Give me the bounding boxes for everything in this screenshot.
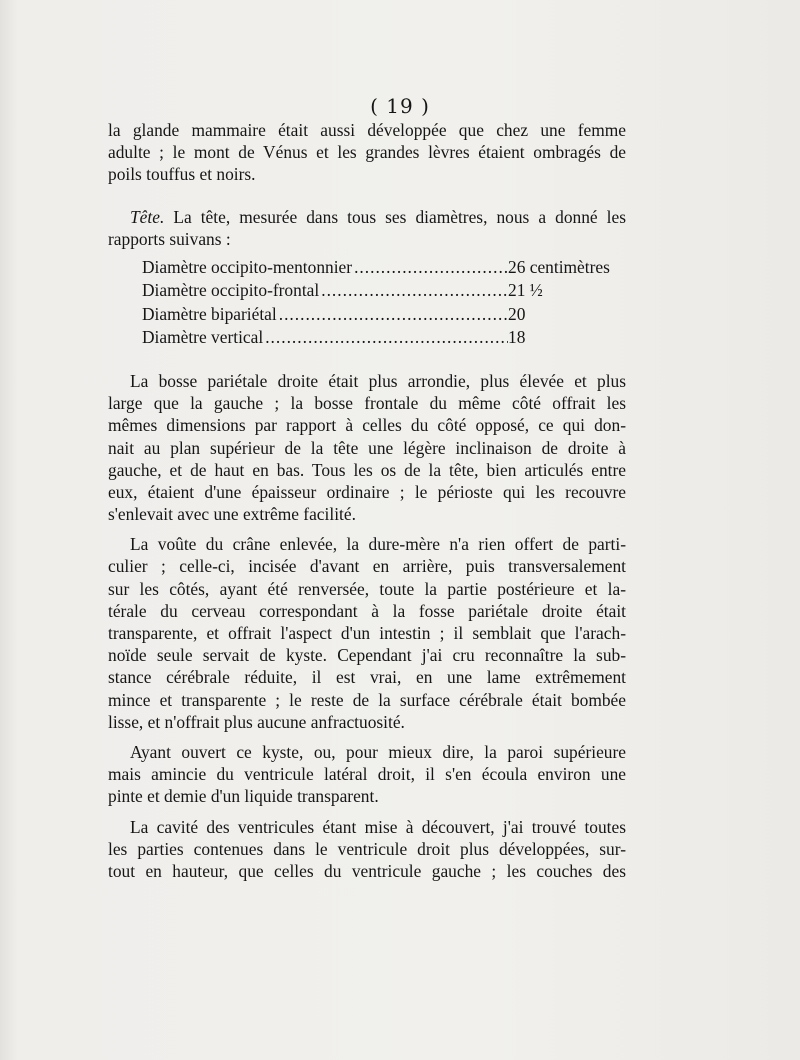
measurement-value: 26 centimètres xyxy=(508,256,610,277)
paragraph-voute xyxy=(108,533,626,733)
page-number: ( 19 ) xyxy=(370,94,430,118)
text-line: culier ; celle-ci, incisée d'avant en arrière, puis transversalement xyxy=(108,556,626,577)
text-line: s'enlevait avec une extrême facilité. xyxy=(108,504,356,525)
text-line: gauche, et de haut en bas. Tous les os de la tête, bien articulés entre xyxy=(108,459,626,480)
text-line: stance cérébrale réduite, il est vrai, en une lame extrêmement xyxy=(108,667,626,688)
measurement-row xyxy=(142,279,626,303)
text-line: nait au plan supérieur de la tête une légère inclinaison de droite à xyxy=(108,437,626,458)
text-line: eux, étaient d'une épaisseur ordinaire ; le périoste qui les recouvre xyxy=(108,481,626,502)
text-line: Ayant ouvert ce kyste, ou, pour mieux dire, la paroi supérieure xyxy=(130,741,626,762)
measurement-label: Diamètre occipito-frontal xyxy=(142,280,320,301)
measurement-row xyxy=(142,303,626,327)
text-line: rapports suivans : xyxy=(108,228,231,249)
paragraph-bosse xyxy=(108,370,626,525)
measurement-label: Diamètre vertical xyxy=(142,327,264,348)
text-line xyxy=(108,206,626,228)
text-line: La voûte du crâne enlevée, la dure-mère n'a rien offert de parti- xyxy=(130,534,626,555)
text-line: sur les côtés, ayant été renversée, toute la partie postérieure et la- xyxy=(108,578,626,599)
measurement-label: Diamètre occipito-mentonnier xyxy=(142,256,353,277)
leader-dots xyxy=(352,256,508,278)
measurement-row xyxy=(142,326,626,350)
text-line: La bosse pariétale droite était plus arrondie, plus élevée et plus xyxy=(130,370,626,391)
section-label-tete: Tête. xyxy=(130,206,165,227)
measurement-value: 18 xyxy=(508,327,526,348)
text-line: noïde seule servait de kyste. Cependant j'ai cru reconnaître la sub- xyxy=(108,645,626,666)
text-line: mais amincie du ventricule latéral droit, il s'en écoula environ une xyxy=(108,764,626,785)
measurement-row xyxy=(142,256,626,280)
measurements-table xyxy=(142,256,626,350)
text-line: poils touffus et noirs. xyxy=(108,164,256,185)
text-line: La cavité des ventricules étant mise à découvert, j'ai trouvé toutes xyxy=(130,816,626,837)
text-line: la glande mammaire était aussi développée que chez une femme xyxy=(108,120,626,140)
leader-dots xyxy=(277,303,508,325)
text-line: lisse, et n'offrait plus aucune anfractuosité. xyxy=(108,711,405,732)
paragraph-cavite xyxy=(108,816,626,883)
text-line: mêmes dimensions par rapport à celles du côté opposé, ce qui don- xyxy=(108,415,626,436)
text-line: mince et transparente ; le reste de la surface cérébrale était bombée xyxy=(108,689,626,710)
leader-dots xyxy=(319,279,508,301)
paragraph-kyste xyxy=(108,741,626,808)
measurement-value: 20 xyxy=(508,303,526,324)
text-line: térale du cerveau correspondant à la fosse pariétale droite était xyxy=(108,600,626,621)
body-text xyxy=(108,119,626,882)
text-line: pinte et demie d'un liquide transparent. xyxy=(108,786,379,807)
text-line: les parties contenues dans le ventricule droit plus développées, sur- xyxy=(108,838,626,859)
text-line: large que la gauche ; la bosse frontale du même côté offrait les xyxy=(108,393,626,414)
measurement-value: 21 ½ xyxy=(508,280,543,301)
text-fragment: La tête, mesurée dans tous ses diamètres, nous a donné les xyxy=(173,206,626,227)
text-line: tout en hauteur, que celles du ventricule gauche ; les couches des xyxy=(108,860,626,881)
text-line: transparente, et offrait l'aspect d'un intestin ; il semblait que l'arach- xyxy=(108,623,626,643)
text-line: adulte ; le mont de Vénus et les grandes lèvres étaient ombragés de xyxy=(108,142,626,163)
leader-dots xyxy=(263,326,508,348)
measurement-label: Diamètre bipariétal xyxy=(142,303,277,324)
